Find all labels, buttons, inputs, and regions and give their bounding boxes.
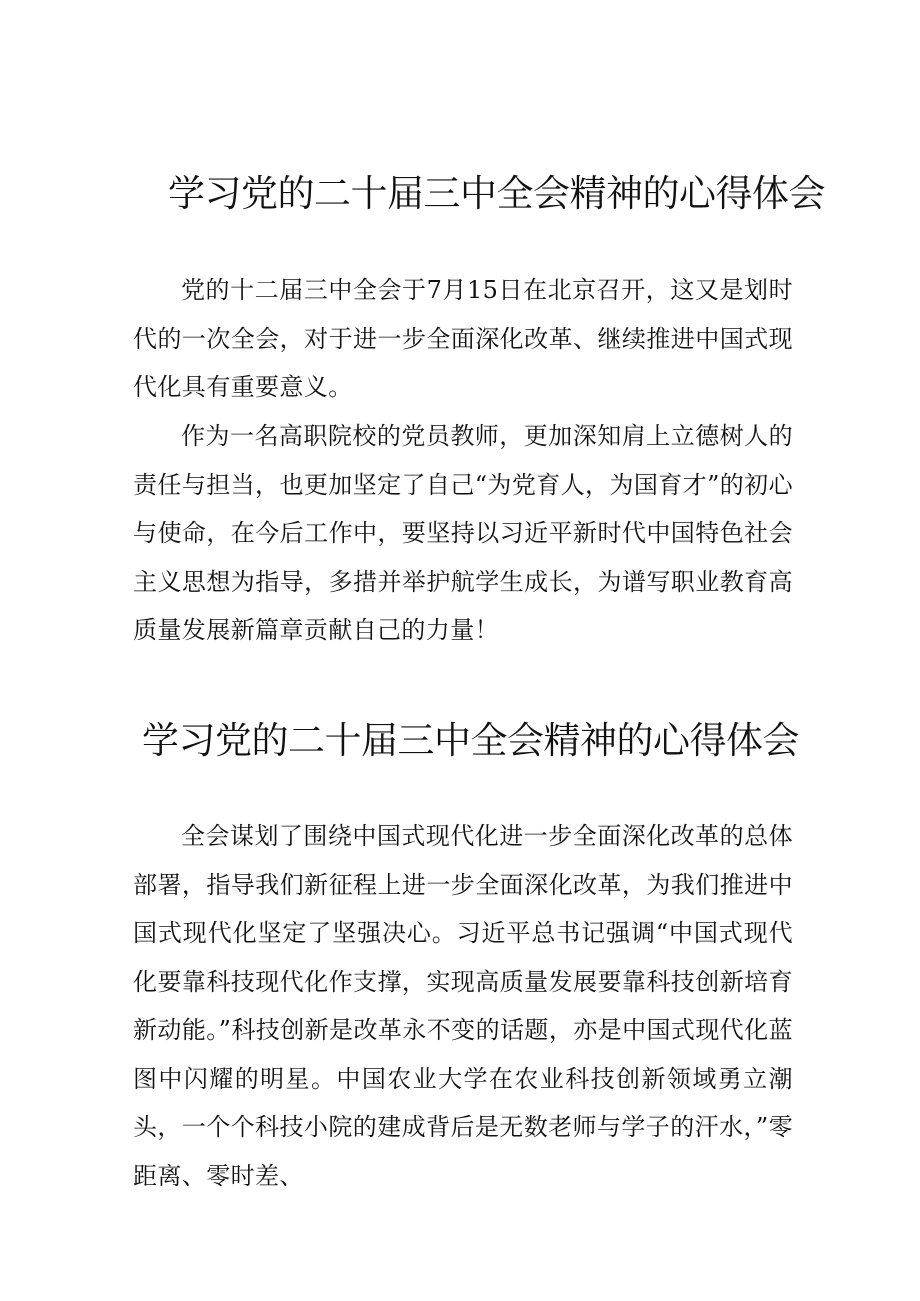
body-paragraph: 全会谋划了围绕中国式现代化进一步全面深化改革的总体部署，指导我们新征程上进一步全面深化改革，为我们推进中国式现代化坚定了坚强决心。习近平总书记强调“中国式现代化要靠科技现代化作支撑，实现高质量发展要靠科技创新培育新动能。”科技创新是改革永不变的话题，亦是中国式现代化蓝图中闪耀的明星。中国农业大学在农业科技创新领域勇立潮头，一个个科技小院的建成背后是无数老师与学子的汗水，”零距离、零时差、 xyxy=(133,822,793,1190)
section-title: 学习党的二十届三中全会精神的心得体会 xyxy=(168,172,825,215)
body-paragraph: 党的十二届三中全会于7月15日在北京召开，这又是划时代的一次全会，对于进一步全面深化改革、继续推进中国式现代化具有重要意义。 xyxy=(133,276,793,401)
body-paragraph: 作为一名高职院校的党员教师，更加深知肩上立德树人的责任与担当，也更加坚定了自己“为党育人，为国育才”的初心与使命，在今后工作中，要坚持以习近平新时代中国特色社会主义思想为指导，多措并举护航学生成长，为谱写职业教育高质量发展新篇章贡献自己的力量！ xyxy=(133,422,793,644)
section-title: 学习党的二十届三中全会精神的心得体会 xyxy=(142,719,799,762)
